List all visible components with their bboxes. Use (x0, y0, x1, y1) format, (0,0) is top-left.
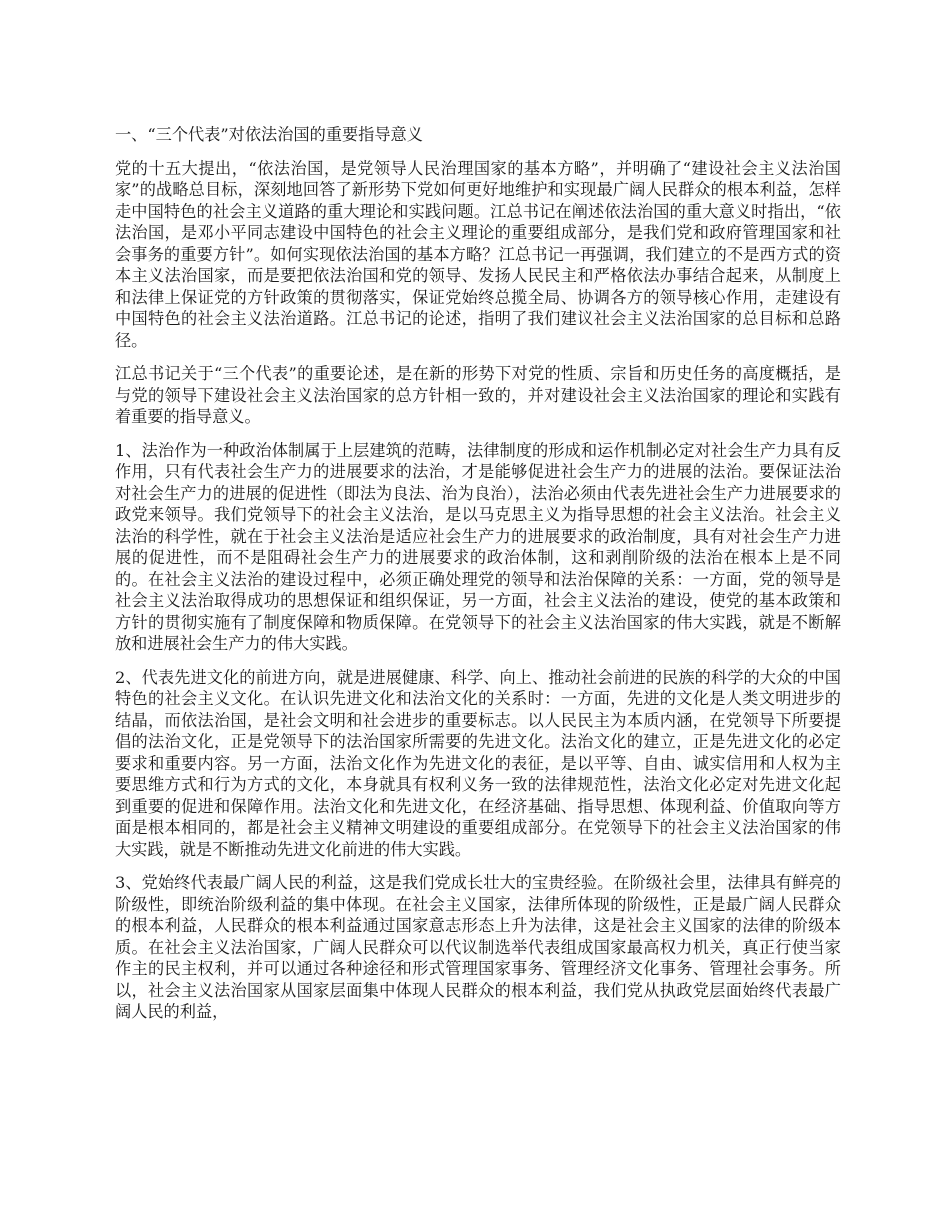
paragraph-point-2: 2、代表先进文化的前进方向，就是进展健康、科学、向上、推动社会前进的民族的科学的大众的中国特色的社会主义文化。在认识先进文化和法治文化的关系时：一方面，先进的文化是人类文明进步的结晶，而依法治国，是社会文明和社会进步的重要标志。以人民民主为本质内涵，在党领导下所要提倡的法治文化，正是党领导下的法治国家所需要的先进文化。法治文化的建立，正是先进文化的必定要求和重要内容。另一方面，法治文化作为先进文化的表征，是以平等、自由、诚实信用和人权为主要思维方式和行为方式的文化，本身就具有权利义务一致的法律规范性，法治文化必定对先进文化起到重要的促进和保障作用。法治文化和先进文化，在经济基础、指导思想、体现利益、价值取向等方面是根本相同的，都是社会主义精神文明建设的重要组成部分。在党领导下的社会主义法治国家的伟大实践，就是不断推动先进文化前进的伟大实践。 (115, 667, 841, 859)
document-body (115, 124, 841, 1035)
paragraph-point-3: 3、党始终代表最广阔人民的利益，这是我们党成长壮大的宝贵经验。在阶级社会里，法律具有鲜亮的阶级性，即统治阶级利益的集中体现。在社会主义国家，法律所体现的阶级性，正是最广阔人民群众的根本利益，人民群众的根本利益通过国家意志形态上升为法律，这是社会主义国家的法律的阶级本质。在社会主义法治国家，广阔人民群众可以代议制选举代表组成国家最高权力机关，真正行使当家作主的民主权利，并可以通过各种途径和形式管理国家事务、管理经济文化事务、管理社会事务。所以，社会主义法治国家从国家层面集中体现人民群众的根本利益，我们党从执政党层面始终代表最广阔人民的利益， (115, 873, 841, 1021)
paragraph-intro: 党的十五大提出，“依法治国，是党领导人民治理国家的基本方略”，并明确了“建设社会主义法治国家”的战略总目标，深刻地回答了新形势下党如何更好地维护和实现最广阔人民群众的根本利益，怎样走中国特色的社会主义道路的重大理论和实践问题。江总书记在阐述依法治国的重大意义时指出，“依法治国，是邓小平同志建设中国特色的社会主义理论的重要组成部分，是我们党和政府管理国家和社会事务的重要方针”。如何实现依法治国的基本方略？江总书记一再强调，我们建立的不是西方式的资本主义法治国家，而是要把依法治国和党的领导、发扬人民民主和严格依法办事结合起来，从制度上和法律上保证党的方针政策的贯彻落实，保证党始终总揽全局、协调各方的领导核心作用，走建设有中国特色的社会主义法治道路。江总书记的论述，指明了我们建议社会主义法治国家的总目标和总路径。 (115, 158, 841, 350)
paragraph-three-represents: 江总书记关于“三个代表”的重要论述，是在新的形势下对党的性质、宗旨和历史任务的高度概括，是与党的领导下建设社会主义法治国家的总方针相一致的，并对建设社会主义法治国家的理论和实践有着重要的指导意义。 (115, 364, 841, 426)
paragraph-point-1: 1、法治作为一种政治体制属于上层建筑的范畴，法律制度的形成和运作机制必定对社会生产力具有反作用，只有代表社会生产力的进展要求的法治，才是能够促进社会生产力的进展的法治。要保证法治对社会生产力的进展的促进性（即法为良法、治为良治），法治必须由代表先进社会生产力进展要求的政党来领导。我们党领导下的社会主义法治，是以马克思主义为指导思想的社会主义法治。社会主义法治的科学性，就在于社会主义法治是适应社会生产力的进展要求的政治制度，具有对社会生产力进展的促进性，而不是阻碍社会生产力的进展要求的政治体制，这和剥削阶级的法治在根本上是不同的。在社会主义法治的建设过程中，必须正确处理党的领导和法治保障的关系：一方面，党的领导是社会主义法治取得成功的思想保证和组织保证，另一方面，社会主义法治的建设，使党的基本政策和方针的贯彻实施有了制度保障和物质保障。在党领导下的社会主义法治国家的伟大实践，就是不断解放和进展社会生产力的伟大实践。 (115, 440, 841, 653)
section-heading: 一、“三个代表”对依法治国的重要指导意义 (115, 125, 423, 144)
